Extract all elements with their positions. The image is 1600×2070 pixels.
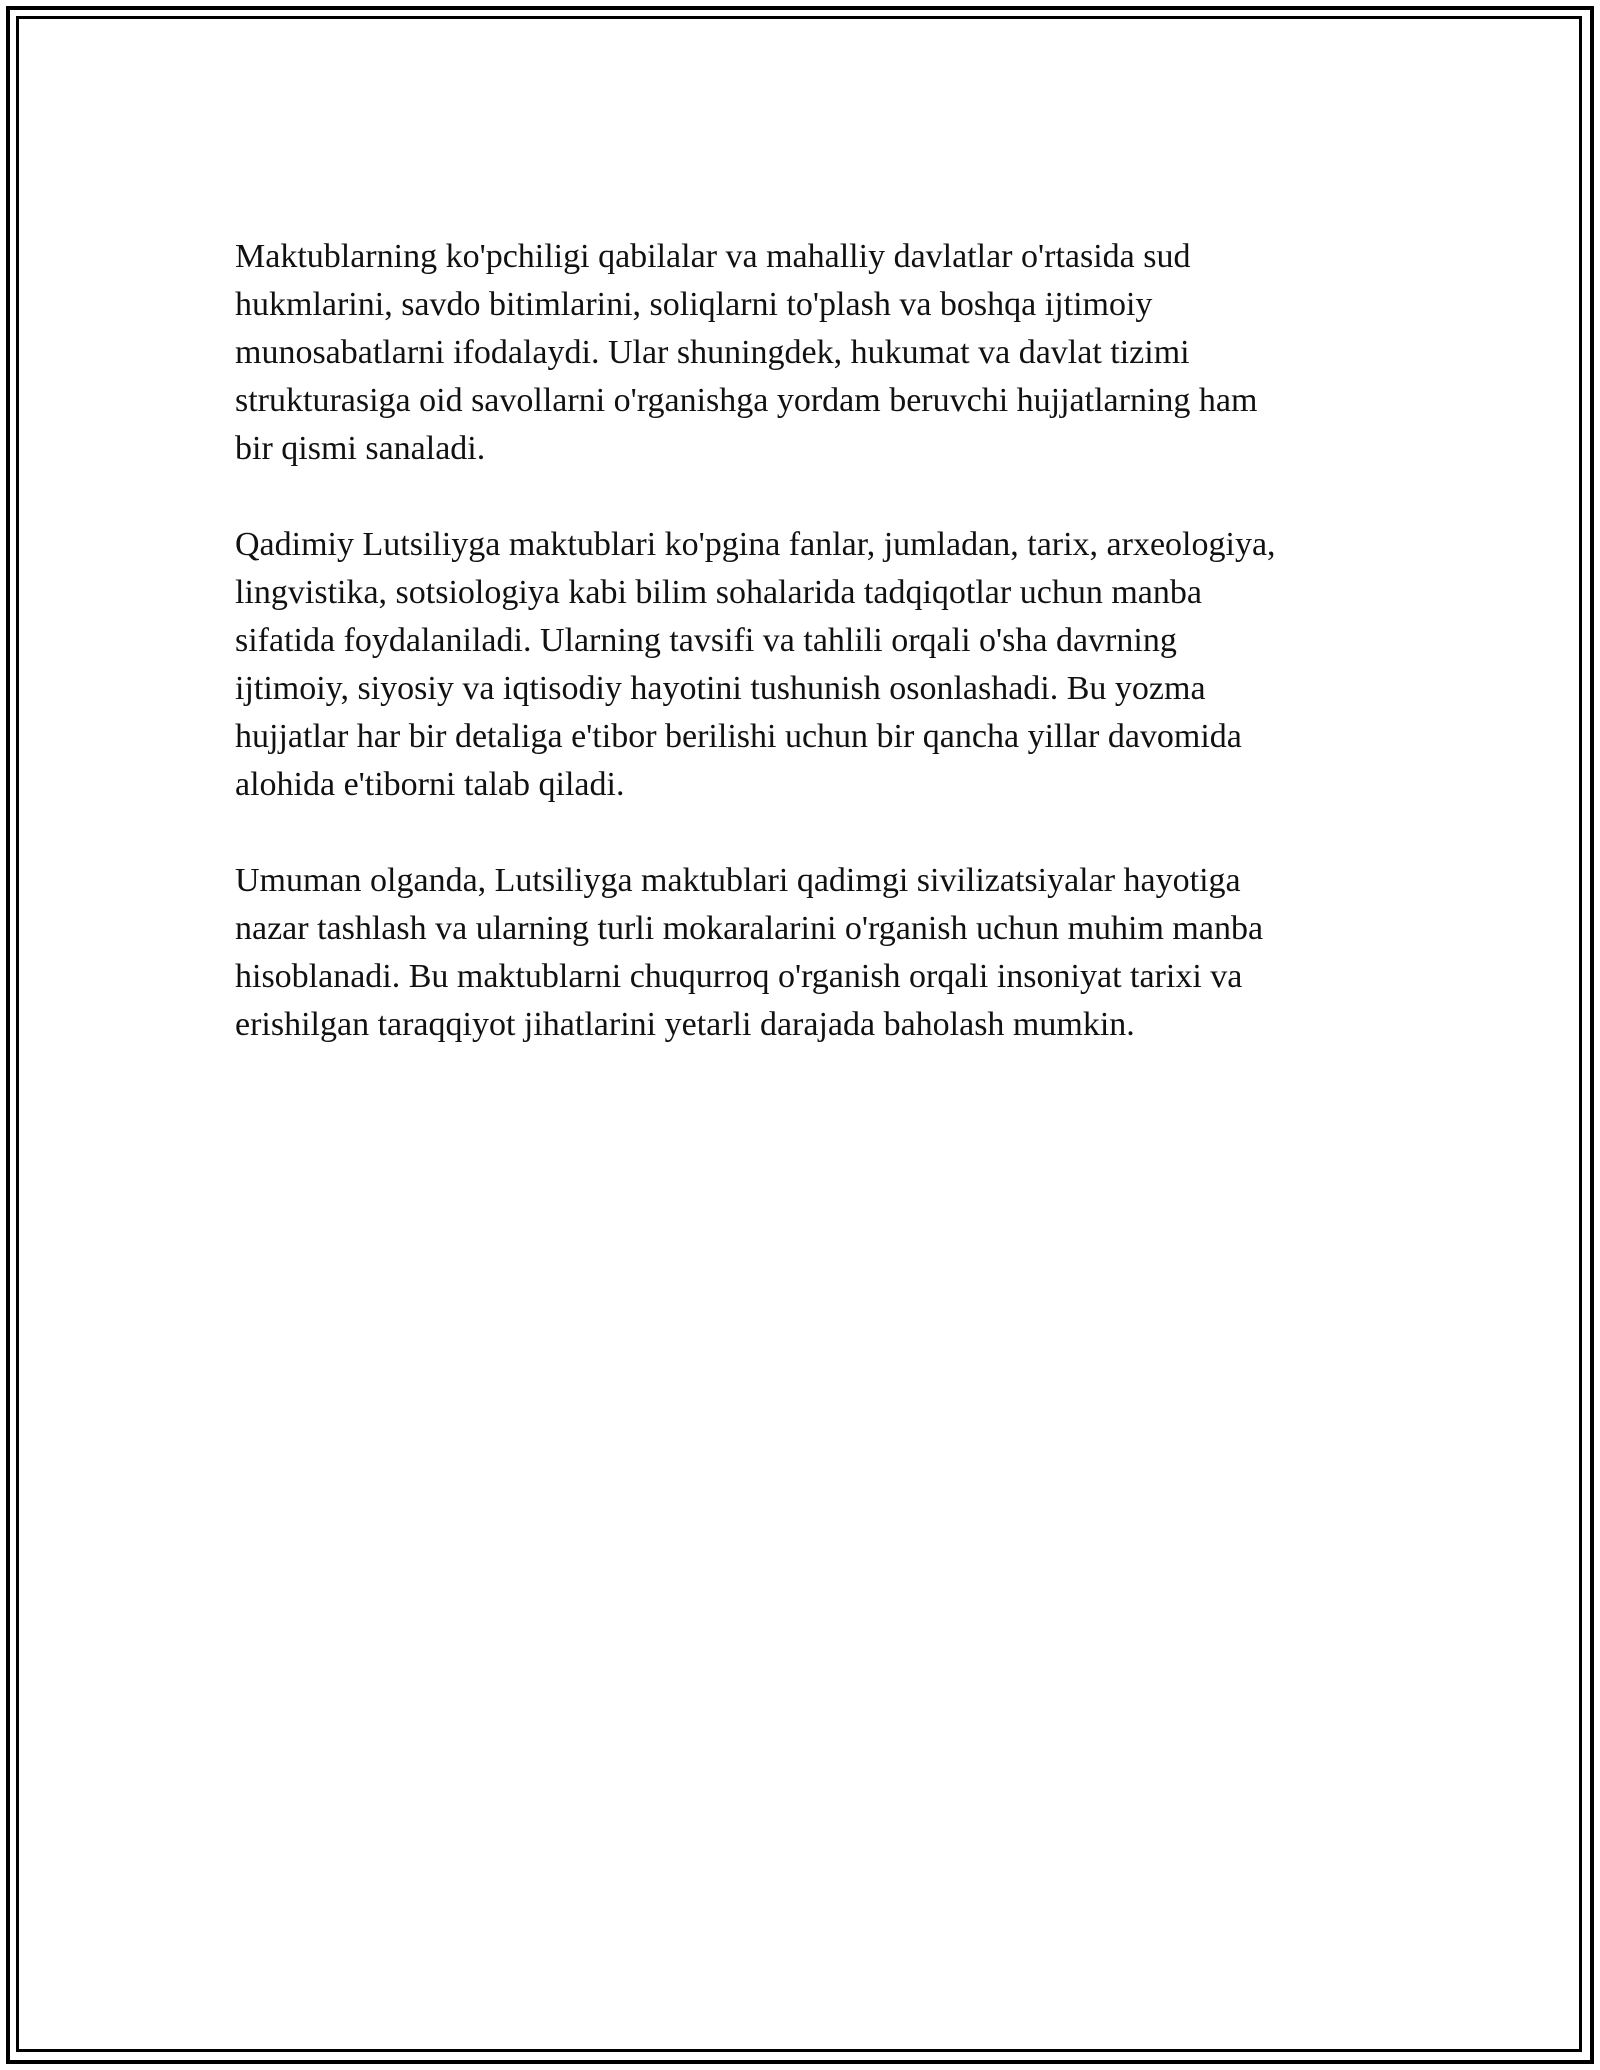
paragraph-line: munosabatlarni ifodalaydi. Ular shuningdek, hukumat va davlat tizimi bbox=[235, 334, 1190, 371]
paragraph-line: bir qismi sanaladi. bbox=[235, 430, 486, 467]
document-body bbox=[235, 233, 1365, 1097]
paragraph-line: Qadimiy Lutsiliyga maktublari ko'pgina fanlar, jumladan, tarix, arxeologiya, bbox=[235, 526, 1276, 563]
paragraph-line: hisoblanadi. Bu maktublarni chuqurroq o'rganish orqali insoniyat tarixi va bbox=[235, 958, 1243, 995]
paragraph-line: ijtimoiy, siyosiy va iqtisodiy hayotini tushunish osonlashadi. Bu yozma bbox=[235, 670, 1206, 707]
paragraph-line: erishilgan taraqqiyot jihatlarini yetarli darajada baholash mumkin. bbox=[235, 1006, 1135, 1043]
paragraph-line: nazar tashlash va ularning turli mokaralarini o'rganish uchun muhim manba bbox=[235, 910, 1264, 947]
paragraph-line: hujjatlar har bir detaliga e'tibor berilishi uchun bir qancha yillar davomida bbox=[235, 718, 1242, 755]
paragraph-line: alohida e'tiborni talab qiladi. bbox=[235, 766, 625, 803]
paragraph-line: lingvistika, sotsiologiya kabi bilim sohalarida tadqiqotlar uchun manba bbox=[235, 574, 1202, 611]
paragraph-line: strukturasiga oid savollarni o'rganishga yordam beruvchi hujjatlarning ham bbox=[235, 382, 1258, 419]
paragraph-line: Maktublarning ko'pchiligi qabilalar va mahalliy davlatlar o'rtasida sud bbox=[235, 238, 1191, 275]
paragraph-line: hukmlarini, savdo bitimlarini, soliqlarni to'plash va boshqa ijtimoiy bbox=[235, 286, 1153, 323]
paragraph-line: sifatida foydalaniladi. Ularning tavsifi va tahlili orqali o'sha davrning bbox=[235, 622, 1177, 659]
paragraph-line: Umuman olganda, Lutsiliyga maktublari qadimgi sivilizatsiyalar hayotiga bbox=[235, 862, 1241, 899]
paragraph-1 bbox=[235, 233, 1365, 473]
paragraph-3 bbox=[235, 857, 1365, 1049]
paragraph-2 bbox=[235, 521, 1365, 809]
